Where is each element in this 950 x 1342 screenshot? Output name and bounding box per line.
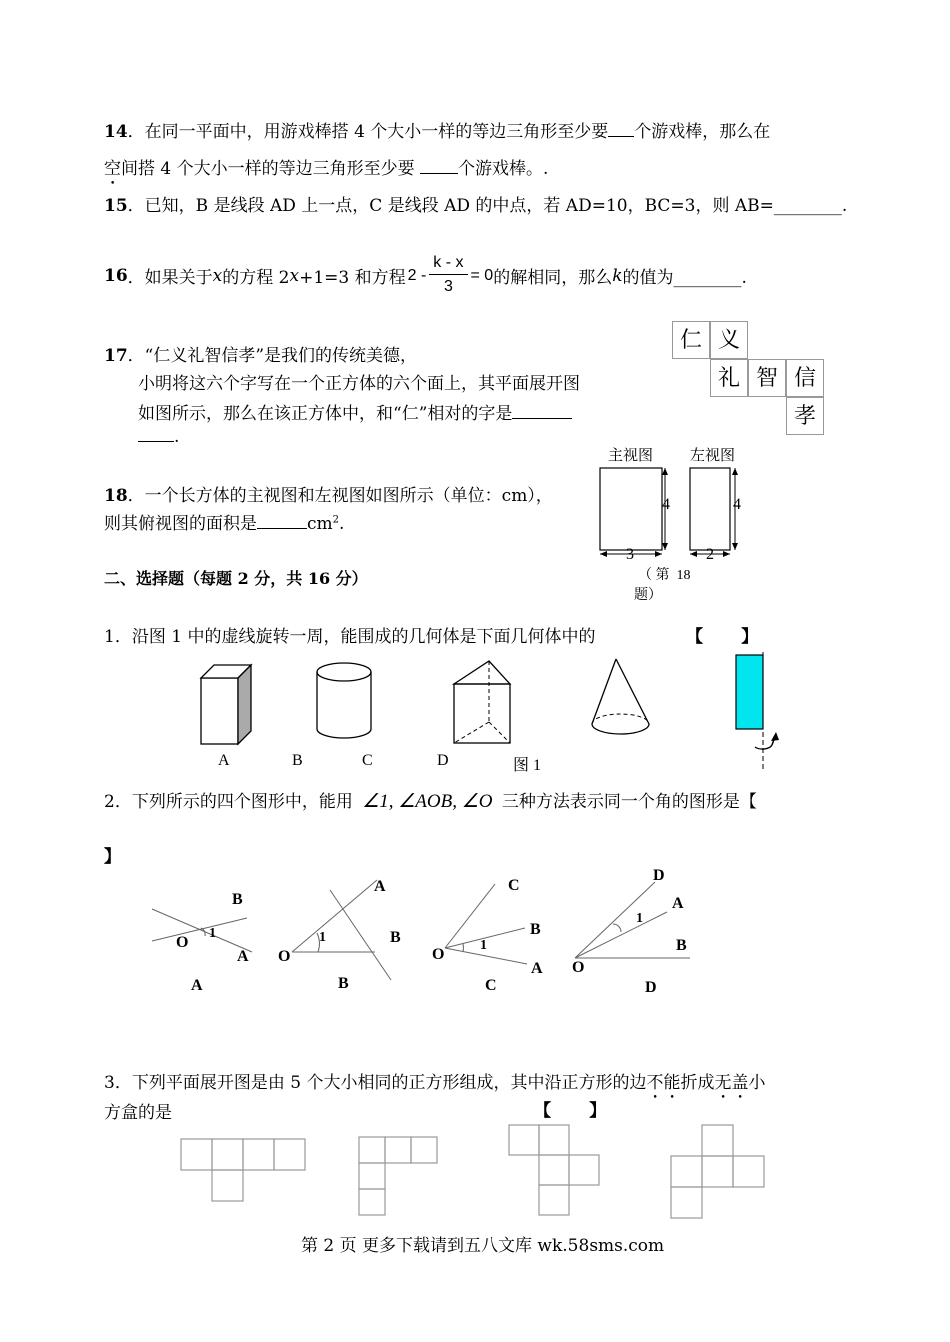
answer-blank[interactable] [420,159,458,174]
solids-figure [190,652,810,772]
left-width-label: 2 [706,546,714,563]
left-height-label: 4 [733,496,741,513]
option-label-a: A [218,752,230,769]
question-17-line1 [104,341,417,366]
point-label-b: B [338,975,349,992]
cone-shape [592,659,649,734]
net-figures [180,1122,780,1222]
cube-face-xiao: 孝 [786,397,824,435]
answer-bracket-close[interactable]: 】 [104,847,121,866]
angle-label-1: 1 [319,930,326,945]
vertex-label-o: O [176,934,189,951]
answer-blank[interactable] [608,122,634,137]
option-label-d: D [437,752,449,769]
fraction-denominator: 3 [443,278,453,295]
figure-1-rectangle [736,652,779,770]
question-text: ．已知，B 是线段 AD 上一点，C 是线段 AD 的中点，若 AD=10，BC=3，则 AB=________. [127,196,848,216]
question-number: 15 [104,196,128,216]
point-label-b: B [676,937,687,954]
question-text: 2．下列所示的四个图形中，能用 [104,792,353,812]
point-label-a: A [672,895,684,912]
question-text: 折成 [680,1073,715,1093]
answer-blank[interactable] [512,404,572,419]
point-label-d: D [645,979,657,996]
question-text: 的解相同，那么 [493,268,613,288]
vertex-label-o: O [432,946,445,963]
equation-suffix: = 0 [470,266,494,284]
point-label-b: B [530,921,541,938]
question-16 [104,252,747,299]
answer-bracket[interactable]: 【 】 [534,1101,607,1120]
choice-1-text: 1．沿图 1 中的虚线旋转一周，能围成的几何体是下面几何体中的 [104,627,596,647]
question-text: 如图所示，那么在该正方体中，和“仁”相对的字是 [138,404,513,424]
unit-text: cm [307,514,333,534]
point-label-c: C [485,977,497,994]
question-text: 则其俯视图的面积是 [104,514,257,534]
fraction [429,252,467,299]
point-label-a: A [237,948,249,965]
question-text: ．在同一平面中，用游戏棒搭 4 个大小一样的等边三角形至少要 [127,122,609,142]
variable-x: x [212,265,223,286]
point-label-c: C [508,877,520,894]
cylinder-shape [317,663,371,738]
views-figure [595,466,745,576]
question-18-line2 [104,509,344,534]
choice-3-line2: 方盒的是 [104,1103,172,1123]
point-label-b: B [232,891,243,908]
cube-face-xin: 信 [786,359,824,397]
choice-2-text [104,787,757,813]
angle-label-1: 1 [480,938,487,953]
question-text: 个游戏棒。. [458,159,549,179]
question-text: 个游戏棒，那么在 [634,122,771,142]
emphasized-text: 不能 [646,1073,681,1093]
point-label-a: A [374,878,386,895]
point-label-b: B [390,929,401,946]
left-view-rect [690,468,730,550]
question-number: 14 [104,122,128,142]
question-text: ．“仁义礼智信孝”是我们的传统美德， [127,346,418,366]
cube-face-zhi: 智 [748,359,786,397]
rect-prism-shape [201,665,251,744]
vertex-label-o: O [278,948,291,965]
answer-blank[interactable] [138,427,174,442]
front-view-title: 主视图 [608,448,654,464]
cube-face-yi: 义 [710,321,748,359]
emphasized-text: 无盖 [714,1073,749,1093]
answer-bracket[interactable]: 【 】 [686,627,759,646]
question-text: ．如果关于 [127,268,213,288]
question-number: 16 [104,265,128,286]
vertex-label-o: O [572,959,585,976]
option-label-c: C [362,752,373,769]
figure-caption: 题） [634,588,662,603]
question-17-line4 [138,427,179,447]
fraction-numerator: k - x [429,252,467,275]
cube-face-ren: 仁 [672,321,710,359]
front-view-rect [600,468,662,550]
page-footer: 第 2 页 更多下载请到五八文库 wk.58sms.com [301,1236,665,1256]
angle-notation: ∠1, ∠AOB, ∠O [362,791,493,812]
question-number: 17 [104,346,128,366]
question-text: ．一个长方体的主视图和左视图如图所示（单位：cm）， [127,486,553,506]
question-14-line2 [104,154,548,189]
triangular-prism-shape [454,661,510,743]
front-height-label: 4 [662,496,670,513]
question-text: 小 [748,1073,766,1093]
unit-superscript: 2 [332,514,340,526]
question-text: . [339,514,345,534]
question-17-line2: 小明将这六个字写在一个正方体的六个面上，其平面展开图 [138,374,580,394]
variable-k: k [612,265,623,286]
front-width-label: 3 [626,546,634,563]
angle-label-1: 1 [636,911,643,926]
question-text: 三种方法表示同一个角的图形是【 [501,792,757,812]
question-text: . [174,427,180,447]
angle-label-1: 1 [209,926,216,941]
left-view-title: 左视图 [690,448,736,464]
question-text: 的值为________. [622,268,747,288]
point-label-a: A [531,960,543,977]
answer-blank[interactable] [257,514,307,529]
point-label-d: D [653,867,665,884]
question-14-line1 [104,117,770,142]
question-text: 的方程 2 [222,268,290,288]
section-title: 二、选择题（每题 2 分，共 16 分） [104,569,368,588]
question-text: 间搭 4 个大小一样的等边三角形至少要 [121,159,421,179]
point-label-a: A [191,977,203,994]
variable-x: x [289,265,300,286]
question-text: +1=3 和方程 [299,268,406,288]
figure-1-label: 图 1 [513,757,542,774]
question-17-line3 [138,399,572,424]
question-text: 3．下列平面展开图是由 5 个大小相同的正方形组成，其中沿正方形的边 [104,1073,647,1093]
option-label-b: B [292,752,303,769]
cube-face-li: 礼 [710,359,748,397]
question-15 [104,191,847,216]
figure-caption: （ 第 18 [638,568,691,583]
choice-3-line1 [104,1068,765,1103]
question-number: 18 [104,486,128,506]
emphasized-char: 空 [104,159,121,179]
question-18-line1 [104,481,553,506]
equation-prefix: 2 - [407,266,427,284]
